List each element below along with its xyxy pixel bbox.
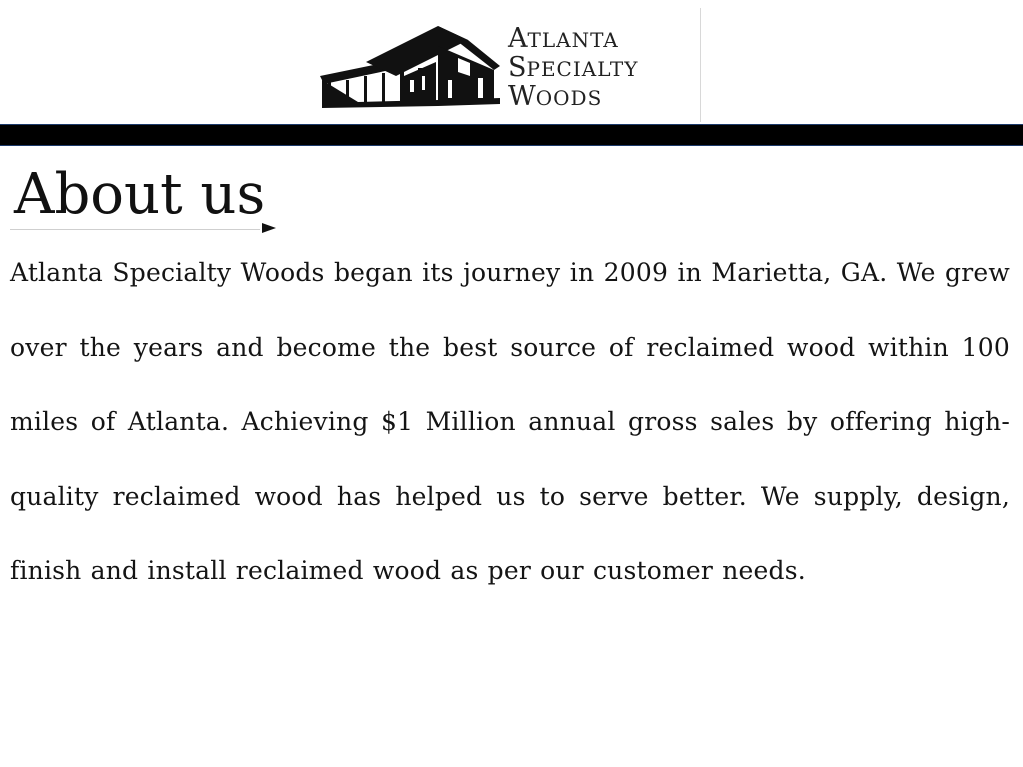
header-band	[0, 124, 1023, 146]
header	[0, 0, 1023, 124]
title-underline	[10, 229, 260, 230]
header-divider	[700, 8, 701, 122]
logo-line-2: SPECIALTY	[508, 52, 639, 83]
logo-line-1: ATLANTA	[508, 23, 619, 54]
arrow-right-icon	[262, 223, 276, 233]
barn-icon	[318, 18, 503, 118]
about-paragraph: Atlanta Specialty Woods began its journey in 2009 in Marietta, GA. We grew over the years and become the best source of reclaimed wood within 100 miles of Atlanta. Achieving $1 Million annual gross sales by offering high-quality reclaimed wood has helped us to serve better. We supply, design, finish and install reclaimed wood as per our customer needs.	[10, 258, 1010, 585]
page-title: About us	[14, 162, 266, 227]
logo-wordmark	[508, 23, 678, 113]
logo-line-3: WOODS	[508, 81, 603, 112]
company-logo[interactable]	[318, 18, 678, 118]
